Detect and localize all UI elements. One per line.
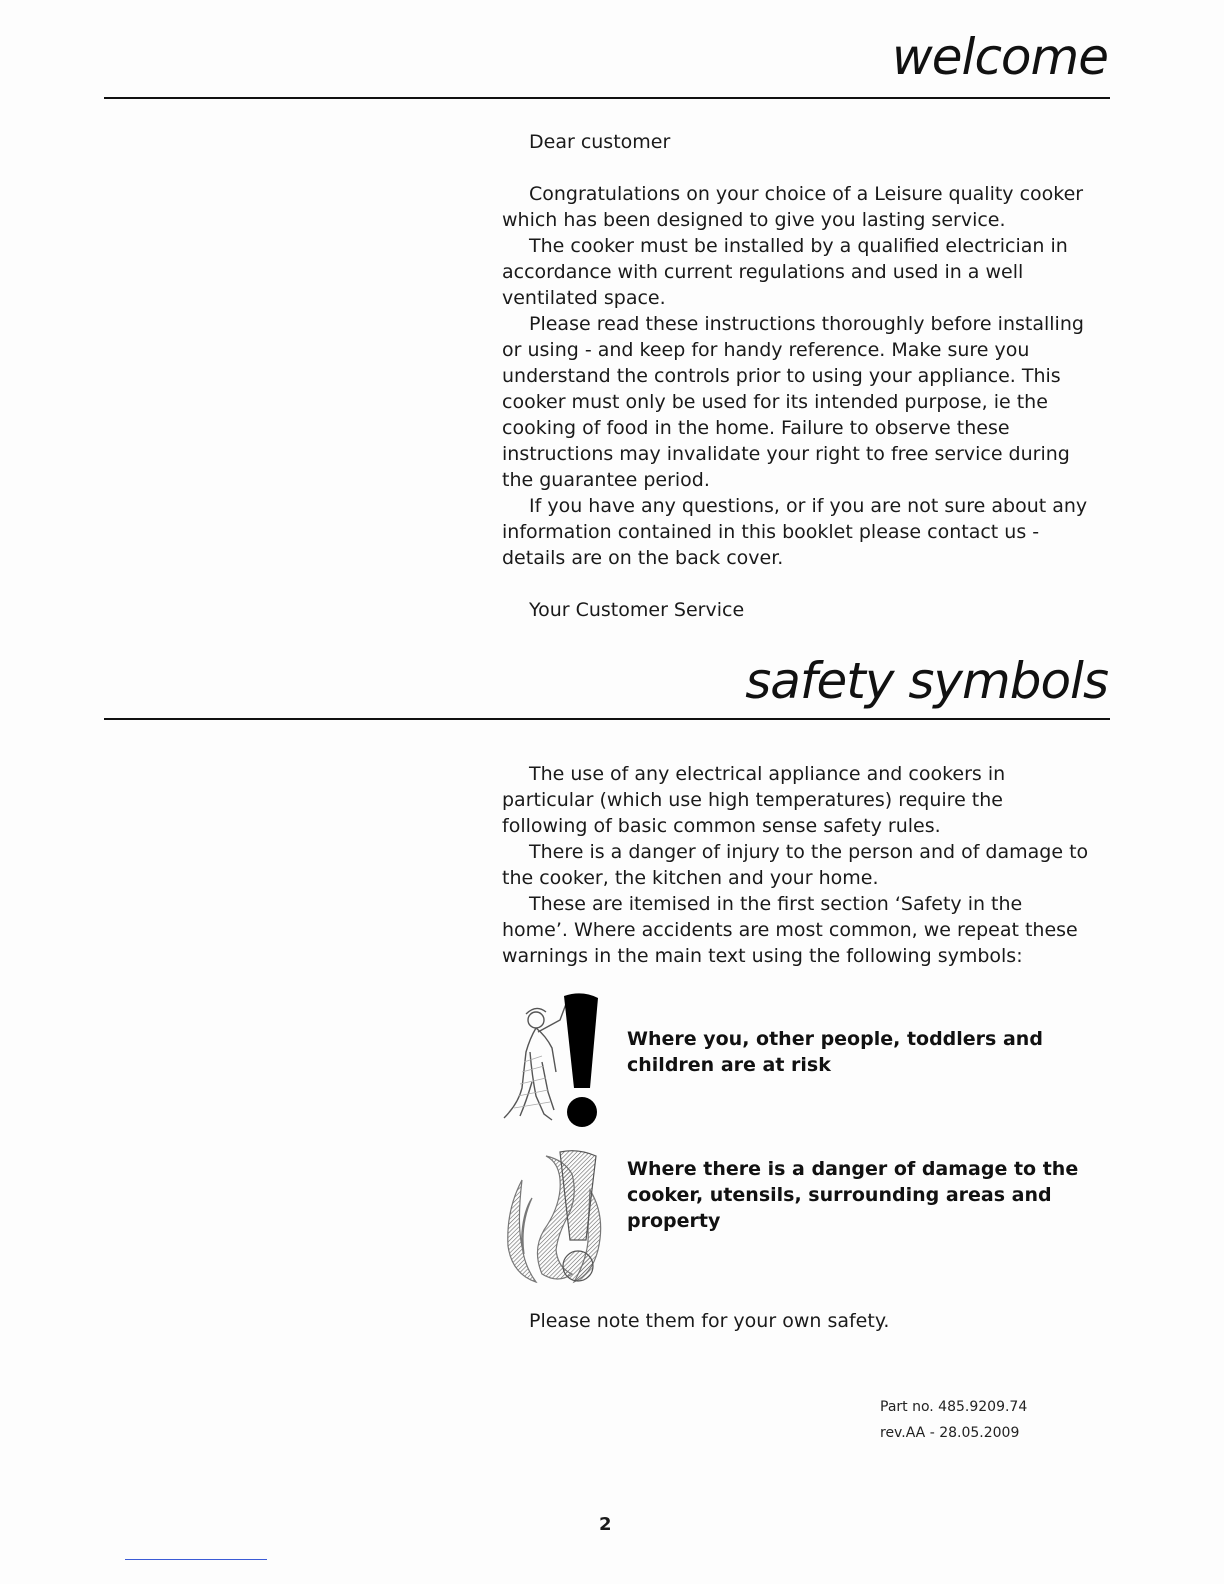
signature: Your Customer Service xyxy=(529,599,745,621)
revision: rev.AA - 28.05.2009 xyxy=(880,1425,1020,1441)
welcome-heading: welcome xyxy=(891,28,1108,86)
salutation: Dear customer xyxy=(529,131,671,153)
closing-note: Please note them for your own safety. xyxy=(529,1310,890,1332)
welcome-paragraph: Congratulations on your choice of a Leisure quality cooker which has been designed to give you lasting service. xyxy=(502,183,1084,231)
symbol-text-person: Where you, other people, toddlers and children are at risk xyxy=(627,1028,1043,1076)
welcome-paragraph: Please read these instructions thoroughly before installing or using - and keep for handy reference. Make sure you understand the controls prior to using your appliance. This cooker must only be used for its intended purpose, ie the cooking of food in the home. Failure to observe these instructions may invalidate your right to free service during the guarantee period. xyxy=(502,313,1084,491)
symbol-row-fire xyxy=(502,1150,1102,1290)
safety-symbols-heading: safety symbols xyxy=(745,652,1108,710)
welcome-paragraph: If you have any questions, or if you are not sure about any information contained in this booklet please contact us - details are on the back cover. xyxy=(502,495,1088,569)
safety-paragraph: These are itemised in the first section ‘Safety in the home’. Where accidents are most common, we repeat these warnings in the main text using the following symbols: xyxy=(502,893,1078,967)
symbol-text-fire: Where there is a danger of damage to the cooker, utensils, surrounding areas and property xyxy=(627,1158,1079,1232)
person-warning-icon xyxy=(502,992,606,1132)
safety-paragraph: There is a danger of injury to the person and of damage to the cooker, the kitchen and your home. xyxy=(502,841,1089,889)
symbol-row-person xyxy=(502,992,1102,1132)
welcome-divider xyxy=(104,97,1110,99)
page-number: 2 xyxy=(599,1514,612,1535)
welcome-body xyxy=(502,129,1094,623)
safety-divider xyxy=(104,718,1110,720)
fire-warning-icon xyxy=(502,1150,606,1290)
safety-body xyxy=(502,761,1094,969)
part-number: Part no. 485.9209.74 xyxy=(880,1399,1028,1415)
safety-paragraph: The use of any electrical appliance and cookers in particular (which use high temperatures) require the following of basic common sense safety rules. xyxy=(502,763,1006,837)
welcome-paragraph: The cooker must be installed by a qualified electrician in accordance with current regulations and used in a well ventilated space. xyxy=(502,235,1068,309)
footer-line xyxy=(125,1559,267,1560)
